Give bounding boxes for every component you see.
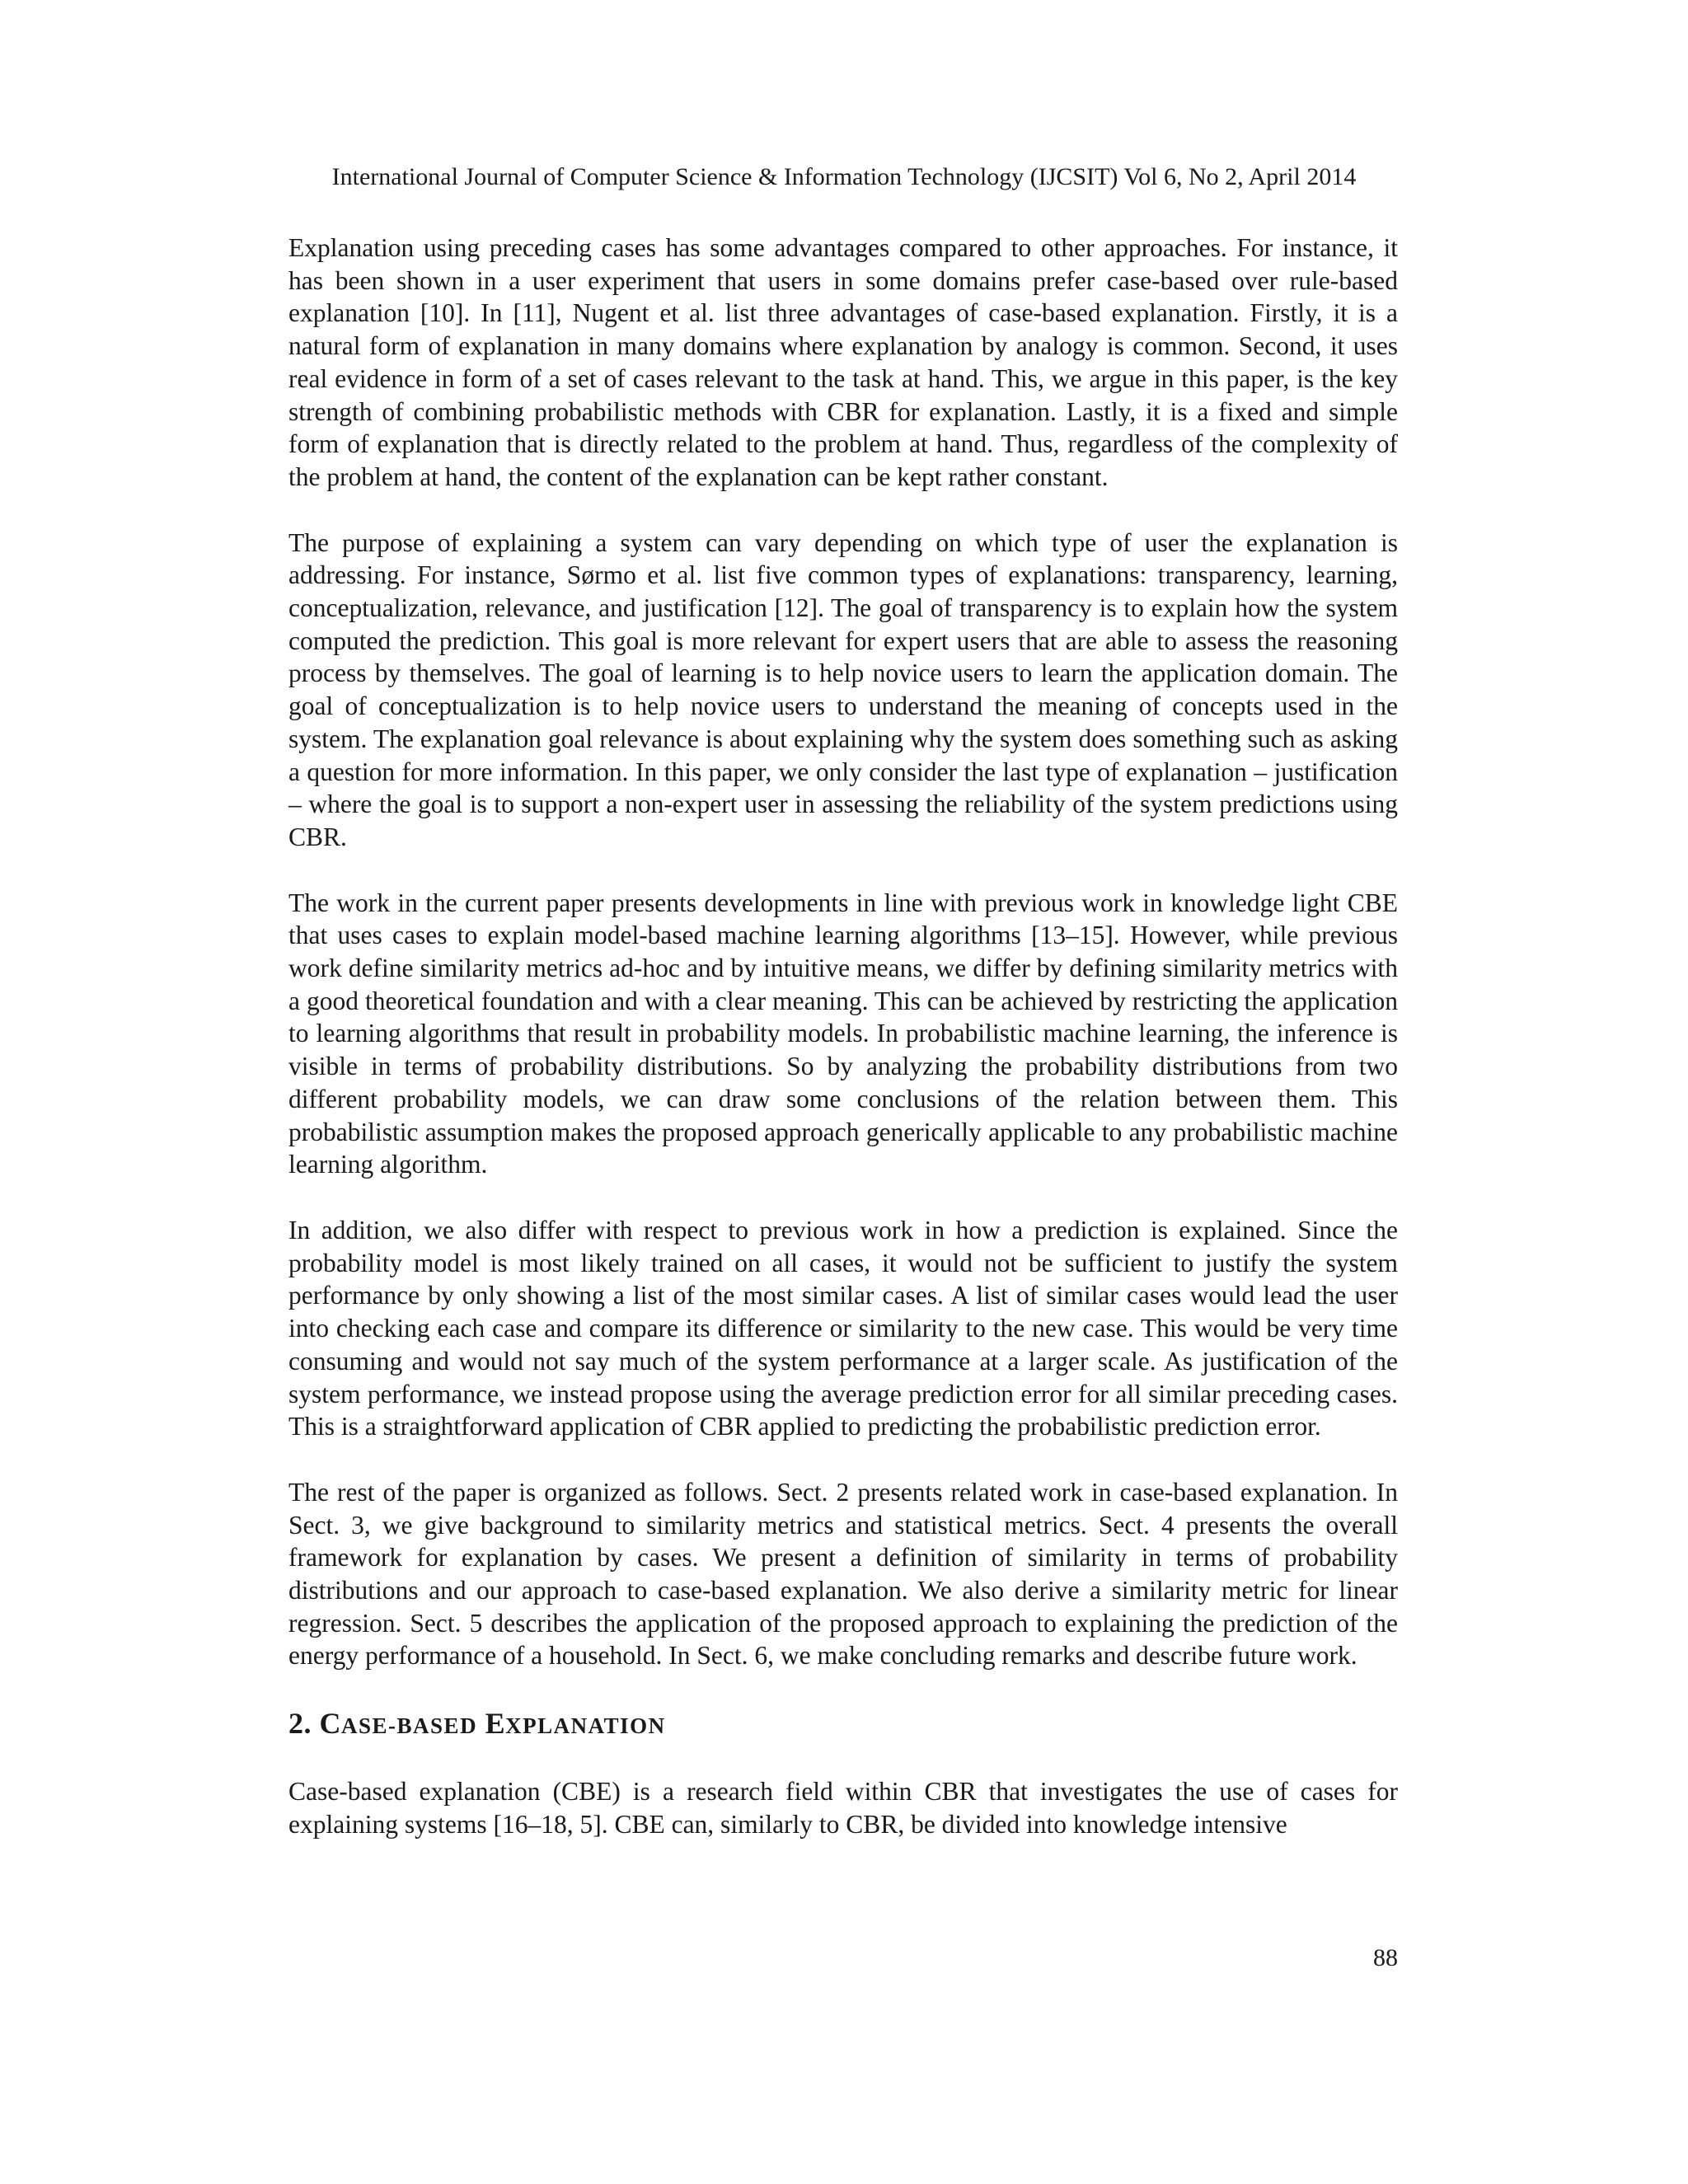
section-title-initial-e: E [485, 1707, 506, 1741]
running-header: International Journal of Computer Science & Information Technology (IJCSIT) Vol 6, No 2, April 2014 [331, 163, 1357, 190]
section-title-initial-c: C [319, 1707, 341, 1741]
paragraph-explanation-purposes: The purpose of explaining a system can vary depending on which type of user the explanation is addressing. For instance, Sørmo et al. list five common types of explanations: transparency, learning, conceptualization, relevance, and justification [12]. The goal of transparency is to explain how the system computed the prediction. This goal is more relevant for expert users that are able to assess the reasoning process by themselves. The goal of learning is to help novice users to learn the application domain. The goal of conceptualization is to help novice users to understand the meaning of concepts used in the system. The explanation goal relevance is about explaining why the system does something such as asking a question for more information. In this paper, we only consider the last type of explanation – justification – where the goal is to support a non-expert user in assessing the reliability of the system predictions using CBR. [288, 527, 1398, 851]
section-number: 2. [288, 1707, 312, 1741]
section-heading [288, 1705, 1398, 1744]
paragraph-differences: In addition, we also differ with respect to previous work in how a prediction is explained. Since the probability model is most likely trained on all cases, it would not be sufficient to justify the system performance by only showing a list of the most similar cases. A list of similar cases would lead the user into checking each case and compare its difference or similarity to the new case. This would be very time consuming and would not say much of the system performance at a larger scale. As justification of the system performance, we instead propose using the average prediction error for all similar preceding cases. This is a straightforward application of CBR applied to predicting the probabilistic prediction error. [288, 1215, 1398, 1441]
paragraph-paper-organization: The rest of the paper is organized as follows. Sect. 2 presents related work in case-based explanation. In Sect. 3, we give background to similarity metrics and statistical metrics. Sect. 4 presents the overall framework for explanation by cases. We present a definition of similarity in terms of probability distributions and our approach to case-based explanation. We also derive a similarity metric for linear regression. Sect. 5 describes the application of the proposed approach to explaining the prediction of the energy performance of a household. In Sect. 6, we make concluding remarks and describe future work. [288, 1477, 1398, 1671]
paragraph-current-work: The work in the current paper presents developments in line with previous work in knowledge light CBE that uses cases to explain model-based machine learning algorithms [13–15]. However, while previous work define similarity metrics ad-hoc and by intuitive means, we differ by defining similarity metrics with a good theoretical foundation and with a clear meaning. This can be achieved by restricting the application to learning algorithms that result in probability models. In probabilistic machine learning, the inference is visible in terms of probability distributions. So by analyzing the probability distributions from two different probability models, we can draw some conclusions of the relation between them. This probabilistic assumption makes the proposed approach generically applicable to any probabilistic machine learning algorithm. [288, 888, 1398, 1179]
page-body [288, 232, 1398, 1874]
page-number: 88 [1373, 1944, 1398, 1971]
paragraph-cbe-intro: Case-based explanation (CBE) is a research field within CBR that investigates the use of cases for explaining systems [16–18, 5]. CBE can, similarly to CBR, be divided into knowledge intensive [288, 1777, 1398, 1839]
section-title-part-ase: ASE [341, 1713, 389, 1739]
section-title-part-xplanation: XPLANATION [505, 1713, 666, 1739]
section-title-part-based: BASED [396, 1713, 478, 1739]
paragraph-advantages: Explanation using preceding cases has some advantages compared to other approaches. For instance, it has been shown in a user experiment that users in some domains prefer case-based over rule-based explanation [10]. In [11], Nugent et al. list three advantages of case-based explanation. Firstly, it is a natural form of explanation in many domains where explanation by analogy is common. Second, it uses real evidence in form of a set of cases relevant to the task at hand. This, we argue in this paper, is the key strength of combining probabilistic methods with CBR for explanation. Lastly, it is a fixed and simple form of explanation that is directly related to the problem at hand. Thus, regardless of the complexity of the problem at hand, the content of the explanation can be kept rather constant. [288, 233, 1398, 491]
section-title-hyphen: - [388, 1713, 397, 1739]
